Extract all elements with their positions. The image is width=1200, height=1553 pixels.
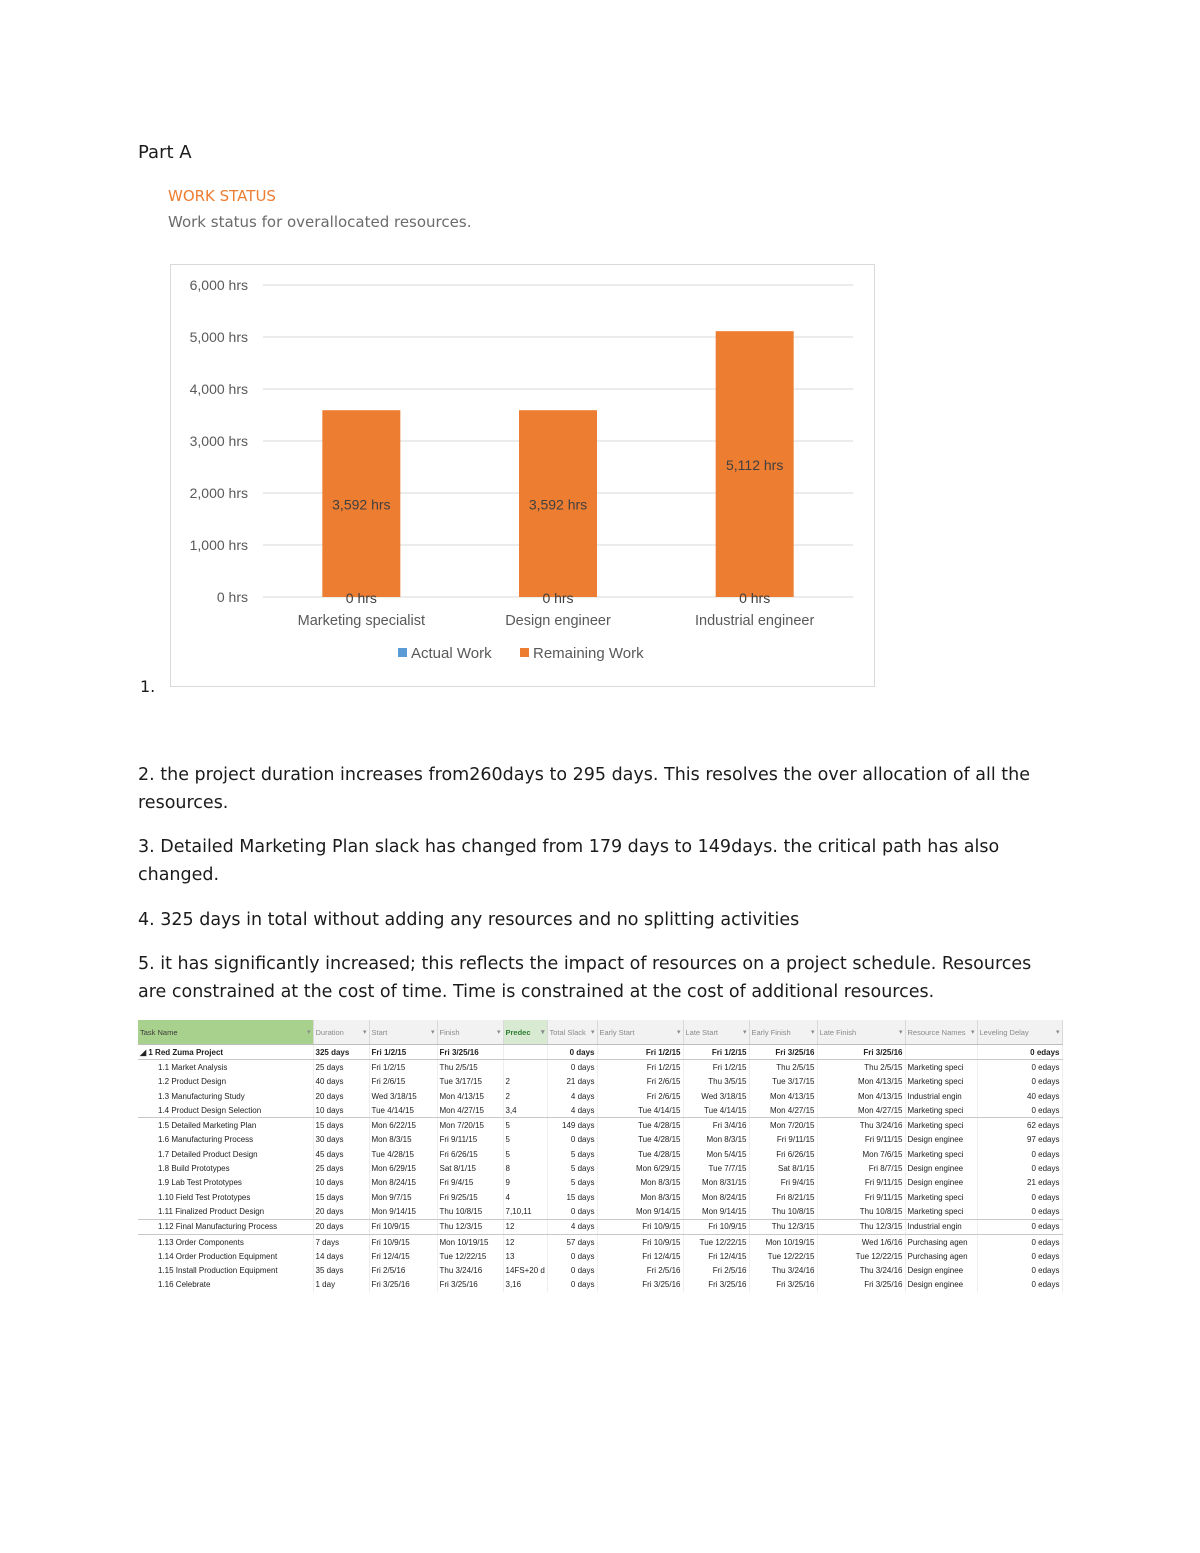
table-cell: Mon 10/19/15 bbox=[749, 1234, 817, 1249]
list-marker-1: 1. bbox=[140, 677, 156, 696]
table-cell: 0 days bbox=[547, 1045, 597, 1060]
table-cell: Fri 10/9/15 bbox=[683, 1219, 749, 1234]
table-cell: 14 days bbox=[313, 1249, 369, 1263]
table-cell: 0 edays bbox=[977, 1219, 1062, 1234]
table-cell: Tue 4/28/15 bbox=[597, 1133, 683, 1147]
table-cell: 40 days bbox=[313, 1075, 369, 1089]
table-cell: Mon 4/13/15 bbox=[437, 1089, 503, 1103]
answer-paragraph-4: 4. 325 days in total without adding any resources and no splitting activities bbox=[138, 910, 800, 930]
table-header-row bbox=[138, 1020, 1062, 1045]
table-cell: Thu 10/8/15 bbox=[437, 1204, 503, 1219]
filter-dropdown-icon[interactable]: ▾ bbox=[306, 1028, 311, 1036]
table-cell: Fri 2/6/15 bbox=[597, 1089, 683, 1103]
table-cell: Tue 4/28/15 bbox=[597, 1147, 683, 1161]
table-cell: 13 bbox=[503, 1249, 547, 1263]
table-row[interactable] bbox=[138, 1190, 1062, 1204]
y-tick-label: 1,000 hrs bbox=[189, 537, 248, 553]
table-cell: 1.16 Celebrate bbox=[138, 1278, 313, 1292]
column-header[interactable]: Finish ▾ bbox=[437, 1020, 503, 1045]
table-cell: Fri 9/4/15 bbox=[437, 1176, 503, 1190]
table-cell: Mon 10/19/15 bbox=[437, 1234, 503, 1249]
table-cell: Mon 8/3/15 bbox=[597, 1190, 683, 1204]
table-cell bbox=[905, 1045, 977, 1060]
table-cell: Fri 9/4/15 bbox=[749, 1176, 817, 1190]
table-cell bbox=[503, 1045, 547, 1060]
table-cell: Mon 4/27/15 bbox=[437, 1103, 503, 1118]
filter-dropdown-icon[interactable]: ▾ bbox=[430, 1028, 435, 1036]
table-cell: Fri 12/4/15 bbox=[369, 1249, 437, 1263]
table-cell: 1.9 Lab Test Prototypes bbox=[138, 1176, 313, 1190]
column-header[interactable]: Total Slack ▾ bbox=[547, 1020, 597, 1045]
data-label-remaining: 3,592 hrs bbox=[528, 496, 588, 513]
table-cell: Mon 6/22/15 bbox=[369, 1118, 437, 1133]
filter-dropdown-icon[interactable]: ▾ bbox=[590, 1028, 595, 1036]
table-cell: Fri 9/11/15 bbox=[817, 1176, 905, 1190]
table-cell: Tue 12/22/15 bbox=[683, 1234, 749, 1249]
table-cell: Mon 8/3/15 bbox=[683, 1133, 749, 1147]
table-cell: Thu 2/5/15 bbox=[749, 1060, 817, 1075]
legend-swatch bbox=[398, 648, 407, 657]
table-cell: 0 edays bbox=[977, 1161, 1062, 1175]
table-cell: Fri 8/21/15 bbox=[749, 1190, 817, 1204]
table-cell: Tue 4/14/15 bbox=[683, 1103, 749, 1118]
table-cell: Tue 4/14/15 bbox=[597, 1103, 683, 1118]
table-cell: Mon 7/20/15 bbox=[749, 1118, 817, 1133]
table-cell: Sat 8/1/15 bbox=[749, 1161, 817, 1175]
table-cell: Fri 1/2/15 bbox=[683, 1060, 749, 1075]
table-cell: 1 day bbox=[313, 1278, 369, 1292]
table-cell: Fri 2/6/15 bbox=[369, 1075, 437, 1089]
table-cell: 3,4 bbox=[503, 1103, 547, 1118]
table-cell: Design enginee bbox=[905, 1161, 977, 1175]
filter-dropdown-icon[interactable]: ▾ bbox=[676, 1028, 681, 1036]
chart-section-subtitle: Work status for overallocated resources. bbox=[168, 213, 472, 231]
table-cell: Fri 3/25/16 bbox=[437, 1045, 503, 1060]
table-cell: Marketing speci bbox=[905, 1075, 977, 1089]
table-cell: Marketing speci bbox=[905, 1190, 977, 1204]
table-cell: Mon 4/13/15 bbox=[817, 1089, 905, 1103]
data-label-actual: 0 hrs bbox=[739, 590, 771, 606]
table-row[interactable] bbox=[138, 1060, 1062, 1075]
table-cell: 5 days bbox=[547, 1176, 597, 1190]
table-cell: Mon 9/7/15 bbox=[369, 1190, 437, 1204]
table-cell: Fri 6/26/15 bbox=[437, 1147, 503, 1161]
table-cell: 1.3 Manufacturing Study bbox=[138, 1089, 313, 1103]
table-cell: Tue 12/22/15 bbox=[437, 1249, 503, 1263]
table-cell: 4 bbox=[503, 1190, 547, 1204]
data-label-actual: 0 hrs bbox=[542, 590, 574, 606]
table-cell: 7 days bbox=[313, 1234, 369, 1249]
answer-paragraph-5: 5. it has significantly increased; this reflects the impact of resources on a project schedule. Resources are constrained at the cost of time. Time is constrained at the cost of additional resources. bbox=[138, 954, 1032, 1002]
table-cell: Mon 4/13/15 bbox=[749, 1089, 817, 1103]
filter-dropdown-icon[interactable]: ▾ bbox=[362, 1028, 367, 1036]
table-cell: Fri 8/7/15 bbox=[817, 1161, 905, 1175]
table-cell: Fri 3/25/16 bbox=[369, 1278, 437, 1292]
table-cell: 1.1 Market Analysis bbox=[138, 1060, 313, 1075]
table-row[interactable] bbox=[138, 1075, 1062, 1089]
table-cell: Marketing speci bbox=[905, 1060, 977, 1075]
table-cell: 0 edays bbox=[977, 1263, 1062, 1277]
column-header[interactable]: Leveling Delay ▾ bbox=[977, 1020, 1062, 1045]
table-body bbox=[138, 1045, 1062, 1293]
table-cell: Mon 8/3/15 bbox=[597, 1176, 683, 1190]
table-cell: Marketing speci bbox=[905, 1103, 977, 1118]
table-row[interactable] bbox=[138, 1118, 1062, 1133]
table-row[interactable] bbox=[138, 1263, 1062, 1277]
table-cell: Design enginee bbox=[905, 1133, 977, 1147]
table-cell: 5 days bbox=[547, 1161, 597, 1175]
table-row[interactable] bbox=[138, 1045, 1062, 1060]
table-cell: Wed 3/18/15 bbox=[683, 1089, 749, 1103]
column-header[interactable]: Resource Names ▾ bbox=[905, 1020, 977, 1045]
table-cell: Thu 12/3/15 bbox=[749, 1219, 817, 1234]
y-tick-label: 5,000 hrs bbox=[189, 329, 248, 345]
table-cell: ◢ 1 Red Zuma Project bbox=[138, 1045, 313, 1060]
table-cell: 0 edays bbox=[977, 1045, 1062, 1060]
table-cell: 10 days bbox=[313, 1176, 369, 1190]
table-cell: Mon 7/6/15 bbox=[817, 1147, 905, 1161]
table-cell: Tue 12/22/15 bbox=[749, 1249, 817, 1263]
table-cell: Tue 4/28/15 bbox=[597, 1118, 683, 1133]
table-cell: Fri 10/9/15 bbox=[597, 1234, 683, 1249]
table-cell: Marketing speci bbox=[905, 1118, 977, 1133]
table-row[interactable] bbox=[138, 1161, 1062, 1175]
table-cell: Industrial engin bbox=[905, 1089, 977, 1103]
table-cell: 14FS+20 d bbox=[503, 1263, 547, 1277]
table-cell bbox=[503, 1060, 547, 1075]
filter-dropdown-icon[interactable]: ▾ bbox=[496, 1028, 501, 1036]
table-cell: 5 bbox=[503, 1147, 547, 1161]
column-header[interactable]: Duration ▾ bbox=[313, 1020, 369, 1045]
table-cell: 0 edays bbox=[977, 1147, 1062, 1161]
table-cell: Mon 4/27/15 bbox=[817, 1103, 905, 1118]
table-cell: Fri 3/25/16 bbox=[597, 1278, 683, 1292]
table-cell: 1.14 Order Production Equipment bbox=[138, 1249, 313, 1263]
table-cell: 35 days bbox=[313, 1263, 369, 1277]
table-cell: 0 days bbox=[547, 1249, 597, 1263]
table-cell: Fri 3/25/16 bbox=[817, 1278, 905, 1292]
table-cell: 62 edays bbox=[977, 1118, 1062, 1133]
table-cell: 5 days bbox=[547, 1147, 597, 1161]
table-cell: Fri 10/9/15 bbox=[369, 1219, 437, 1234]
table-cell: Fri 3/25/16 bbox=[683, 1278, 749, 1292]
y-tick-label: 2,000 hrs bbox=[189, 485, 248, 501]
table-cell: 0 edays bbox=[977, 1249, 1062, 1263]
table-cell: Mon 8/3/15 bbox=[369, 1133, 437, 1147]
table-cell: 1.15 Install Production Equipment bbox=[138, 1263, 313, 1277]
table-cell: Fri 3/25/16 bbox=[817, 1045, 905, 1060]
table-cell: Design enginee bbox=[905, 1176, 977, 1190]
table-cell: Mon 7/20/15 bbox=[437, 1118, 503, 1133]
data-label-remaining: 5,112 hrs bbox=[725, 457, 784, 474]
table-cell: Mon 6/29/15 bbox=[369, 1161, 437, 1175]
table-cell: Tue 3/17/15 bbox=[749, 1075, 817, 1089]
category-label: Marketing specialist bbox=[297, 613, 425, 629]
table-row[interactable] bbox=[138, 1234, 1062, 1249]
table-cell: 0 edays bbox=[977, 1204, 1062, 1219]
table-cell: Purchasing agen bbox=[905, 1234, 977, 1249]
table-cell: Design enginee bbox=[905, 1263, 977, 1277]
table-cell: Mon 6/29/15 bbox=[597, 1161, 683, 1175]
column-header[interactable]: Early Start ▾ bbox=[597, 1020, 683, 1045]
table-cell: 4 days bbox=[547, 1103, 597, 1118]
table-cell: 2 bbox=[503, 1089, 547, 1103]
table-cell: 1.12 Final Manufacturing Process bbox=[138, 1219, 313, 1234]
table-cell: 20 days bbox=[313, 1219, 369, 1234]
column-header[interactable]: Predec ▾ bbox=[503, 1020, 547, 1045]
table-cell: 15 days bbox=[313, 1118, 369, 1133]
table-cell: 9 bbox=[503, 1176, 547, 1190]
table-row[interactable] bbox=[138, 1147, 1062, 1161]
y-tick-label: 4,000 hrs bbox=[189, 381, 248, 397]
table-cell: Fri 12/4/15 bbox=[597, 1249, 683, 1263]
table-cell: 12 bbox=[503, 1219, 547, 1234]
table-cell: 325 days bbox=[313, 1045, 369, 1060]
table-cell: Mon 4/27/15 bbox=[749, 1103, 817, 1118]
table-cell: Fri 9/11/15 bbox=[437, 1133, 503, 1147]
table-cell: Fri 2/5/16 bbox=[683, 1263, 749, 1277]
table-cell: Thu 3/24/16 bbox=[817, 1118, 905, 1133]
table-cell: Fri 12/4/15 bbox=[683, 1249, 749, 1263]
table-cell: 0 edays bbox=[977, 1075, 1062, 1089]
y-tick-label: 0 hrs bbox=[216, 589, 248, 605]
table-cell: Design enginee bbox=[905, 1278, 977, 1292]
table-cell: 5 bbox=[503, 1118, 547, 1133]
table-cell: Fri 2/5/16 bbox=[369, 1263, 437, 1277]
table-cell: 149 days bbox=[547, 1118, 597, 1133]
table-cell: Purchasing agen bbox=[905, 1249, 977, 1263]
table-cell: Fri 6/26/15 bbox=[749, 1147, 817, 1161]
table-cell: 8 bbox=[503, 1161, 547, 1175]
table-cell: Fri 9/11/15 bbox=[749, 1133, 817, 1147]
table-cell: 0 days bbox=[547, 1133, 597, 1147]
table-cell: Fri 9/11/15 bbox=[817, 1133, 905, 1147]
table-cell: 7,10,11 bbox=[503, 1204, 547, 1219]
table-cell: 3,16 bbox=[503, 1278, 547, 1292]
table-cell: 97 edays bbox=[977, 1133, 1062, 1147]
table-cell: Wed 3/18/15 bbox=[369, 1089, 437, 1103]
table-cell: 1.8 Build Prototypes bbox=[138, 1161, 313, 1175]
table-cell: 4 days bbox=[547, 1089, 597, 1103]
table-cell: 25 days bbox=[313, 1060, 369, 1075]
category-label: Industrial engineer bbox=[695, 613, 815, 629]
table-cell: Thu 3/24/16 bbox=[817, 1263, 905, 1277]
table-cell: 15 days bbox=[547, 1190, 597, 1204]
filter-dropdown-icon[interactable]: ▾ bbox=[810, 1028, 815, 1036]
table-cell: Fri 3/25/16 bbox=[749, 1278, 817, 1292]
table-cell: 40 edays bbox=[977, 1089, 1062, 1103]
table-cell: Tue 4/28/15 bbox=[369, 1147, 437, 1161]
table-cell: 0 edays bbox=[977, 1060, 1062, 1075]
table-cell: Fri 1/2/15 bbox=[369, 1060, 437, 1075]
data-label-actual: 0 hrs bbox=[345, 590, 377, 606]
table-cell: Sat 8/1/15 bbox=[437, 1161, 503, 1175]
table-row[interactable] bbox=[138, 1133, 1062, 1147]
filter-dropdown-icon[interactable]: ▾ bbox=[742, 1028, 747, 1036]
table-cell: 0 edays bbox=[977, 1278, 1062, 1292]
table-cell: Thu 2/5/15 bbox=[817, 1060, 905, 1075]
task-table bbox=[138, 1020, 1062, 1292]
table-cell: Mon 9/14/15 bbox=[369, 1204, 437, 1219]
table-cell: Thu 10/8/15 bbox=[817, 1204, 905, 1219]
table-cell: Fri 9/11/15 bbox=[817, 1190, 905, 1204]
table-cell: 4 days bbox=[547, 1219, 597, 1234]
table-cell: Tue 12/22/15 bbox=[817, 1249, 905, 1263]
table-cell: Mon 9/14/15 bbox=[683, 1204, 749, 1219]
table-cell: 0 days bbox=[547, 1263, 597, 1277]
table-cell: Fri 1/2/15 bbox=[597, 1045, 683, 1060]
filter-dropdown-icon[interactable]: ▾ bbox=[1055, 1028, 1060, 1036]
column-header[interactable]: Task Name ▾ bbox=[138, 1020, 313, 1045]
category-label: Design engineer bbox=[505, 613, 611, 629]
table-cell: Thu 2/5/15 bbox=[437, 1060, 503, 1075]
table-cell: 21 days bbox=[547, 1075, 597, 1089]
y-tick-label: 3,000 hrs bbox=[189, 433, 248, 449]
table-cell: 15 days bbox=[313, 1190, 369, 1204]
y-tick-label: 6,000 hrs bbox=[189, 277, 248, 293]
table-cell: Thu 3/24/16 bbox=[749, 1263, 817, 1277]
table-cell: 45 days bbox=[313, 1147, 369, 1161]
table-cell: Fri 2/6/15 bbox=[597, 1075, 683, 1089]
legend-swatch bbox=[520, 648, 529, 657]
table-row[interactable] bbox=[138, 1089, 1062, 1103]
table-cell: 1.4 Product Design Selection bbox=[138, 1103, 313, 1118]
table-cell: Mon 5/4/15 bbox=[683, 1147, 749, 1161]
table-cell: Fri 1/2/15 bbox=[683, 1045, 749, 1060]
table-cell: 21 edays bbox=[977, 1176, 1062, 1190]
table-cell: Thu 12/3/15 bbox=[817, 1219, 905, 1234]
table-cell: 1.13 Order Components bbox=[138, 1234, 313, 1249]
table-cell: 5 bbox=[503, 1133, 547, 1147]
table-cell: Fri 10/9/15 bbox=[597, 1219, 683, 1234]
legend-label: Actual Work bbox=[411, 645, 492, 662]
table-cell: 0 edays bbox=[977, 1234, 1062, 1249]
table-cell: Thu 10/8/15 bbox=[749, 1204, 817, 1219]
table-row[interactable] bbox=[138, 1204, 1062, 1219]
table-cell: 0 edays bbox=[977, 1103, 1062, 1118]
table-cell: Mon 8/24/15 bbox=[683, 1190, 749, 1204]
table-cell: Thu 3/5/15 bbox=[683, 1075, 749, 1089]
table-cell: 1.6 Manufacturing Process bbox=[138, 1133, 313, 1147]
table-cell: 1.11 Finalized Product Design bbox=[138, 1204, 313, 1219]
table-cell: Thu 12/3/15 bbox=[437, 1219, 503, 1234]
column-header[interactable]: Start ▾ bbox=[369, 1020, 437, 1045]
table-cell: 0 days bbox=[547, 1204, 597, 1219]
table-cell: Mon 4/13/15 bbox=[817, 1075, 905, 1089]
table-cell: Fri 2/5/16 bbox=[597, 1263, 683, 1277]
table-cell: 1.2 Product Design bbox=[138, 1075, 313, 1089]
table-row[interactable] bbox=[138, 1103, 1062, 1118]
table-cell: Fri 3/25/16 bbox=[749, 1045, 817, 1060]
table-cell: 1.5 Detailed Marketing Plan bbox=[138, 1118, 313, 1133]
table-cell: 25 days bbox=[313, 1161, 369, 1175]
table-cell: Thu 3/24/16 bbox=[437, 1263, 503, 1277]
table-cell: Fri 1/2/15 bbox=[597, 1060, 683, 1075]
column-header[interactable]: Late Start ▾ bbox=[683, 1020, 749, 1045]
table-cell: 12 bbox=[503, 1234, 547, 1249]
data-label-remaining: 3,592 hrs bbox=[332, 496, 391, 513]
table-row[interactable] bbox=[138, 1249, 1062, 1263]
table-cell: Mon 9/14/15 bbox=[597, 1204, 683, 1219]
table-cell: 0 edays bbox=[977, 1190, 1062, 1204]
table-cell: 0 days bbox=[547, 1060, 597, 1075]
table-cell: Tue 7/7/15 bbox=[683, 1161, 749, 1175]
table-cell: Mon 8/31/15 bbox=[683, 1176, 749, 1190]
table-cell: 20 days bbox=[313, 1204, 369, 1219]
table-cell: 0 days bbox=[547, 1278, 597, 1292]
table-cell: Fri 1/2/15 bbox=[369, 1045, 437, 1060]
table-cell: 10 days bbox=[313, 1103, 369, 1118]
table-cell: Fri 10/9/15 bbox=[369, 1234, 437, 1249]
answer-paragraph-2: 2. the project duration increases from260days to 295 days. This resolves the over allocation of all the resources. bbox=[138, 765, 1031, 813]
part-title: Part A bbox=[138, 142, 192, 163]
table-cell: Marketing speci bbox=[905, 1147, 977, 1161]
table-cell: 30 days bbox=[313, 1133, 369, 1147]
table-cell: Tue 3/17/15 bbox=[437, 1075, 503, 1089]
table-row[interactable] bbox=[138, 1278, 1062, 1292]
table-row[interactable] bbox=[138, 1176, 1062, 1190]
table-cell: Tue 4/14/15 bbox=[369, 1103, 437, 1118]
work-status-chart bbox=[170, 264, 875, 687]
table-cell: 1.7 Detailed Product Design bbox=[138, 1147, 313, 1161]
answer-paragraph-3: 3. Detailed Marketing Plan slack has changed from 179 days to 149days. the critical path has also changed. bbox=[138, 837, 1000, 885]
column-header[interactable]: Early Finish ▾ bbox=[749, 1020, 817, 1045]
filter-dropdown-icon[interactable]: ▾ bbox=[970, 1028, 975, 1036]
table-cell: 57 days bbox=[547, 1234, 597, 1249]
chart-section-title: WORK STATUS bbox=[168, 187, 276, 205]
filter-dropdown-icon[interactable]: ▾ bbox=[898, 1028, 903, 1036]
table-cell: Fri 9/25/15 bbox=[437, 1190, 503, 1204]
table-cell: Fri 3/25/16 bbox=[437, 1278, 503, 1292]
column-header[interactable]: Late Finish ▾ bbox=[817, 1020, 905, 1045]
filter-dropdown-icon[interactable]: ▾ bbox=[540, 1028, 545, 1036]
table-cell: 2 bbox=[503, 1075, 547, 1089]
table-cell: Marketing speci bbox=[905, 1204, 977, 1219]
table-cell: Industrial engin bbox=[905, 1219, 977, 1234]
table-cell: Fri 3/4/16 bbox=[683, 1118, 749, 1133]
table-cell: 1.10 Field Test Prototypes bbox=[138, 1190, 313, 1204]
table-cell: Wed 1/6/16 bbox=[817, 1234, 905, 1249]
table-cell: Mon 8/24/15 bbox=[369, 1176, 437, 1190]
legend-label: Remaining Work bbox=[533, 645, 644, 662]
table-cell: 20 days bbox=[313, 1089, 369, 1103]
table-row[interactable] bbox=[138, 1219, 1062, 1234]
